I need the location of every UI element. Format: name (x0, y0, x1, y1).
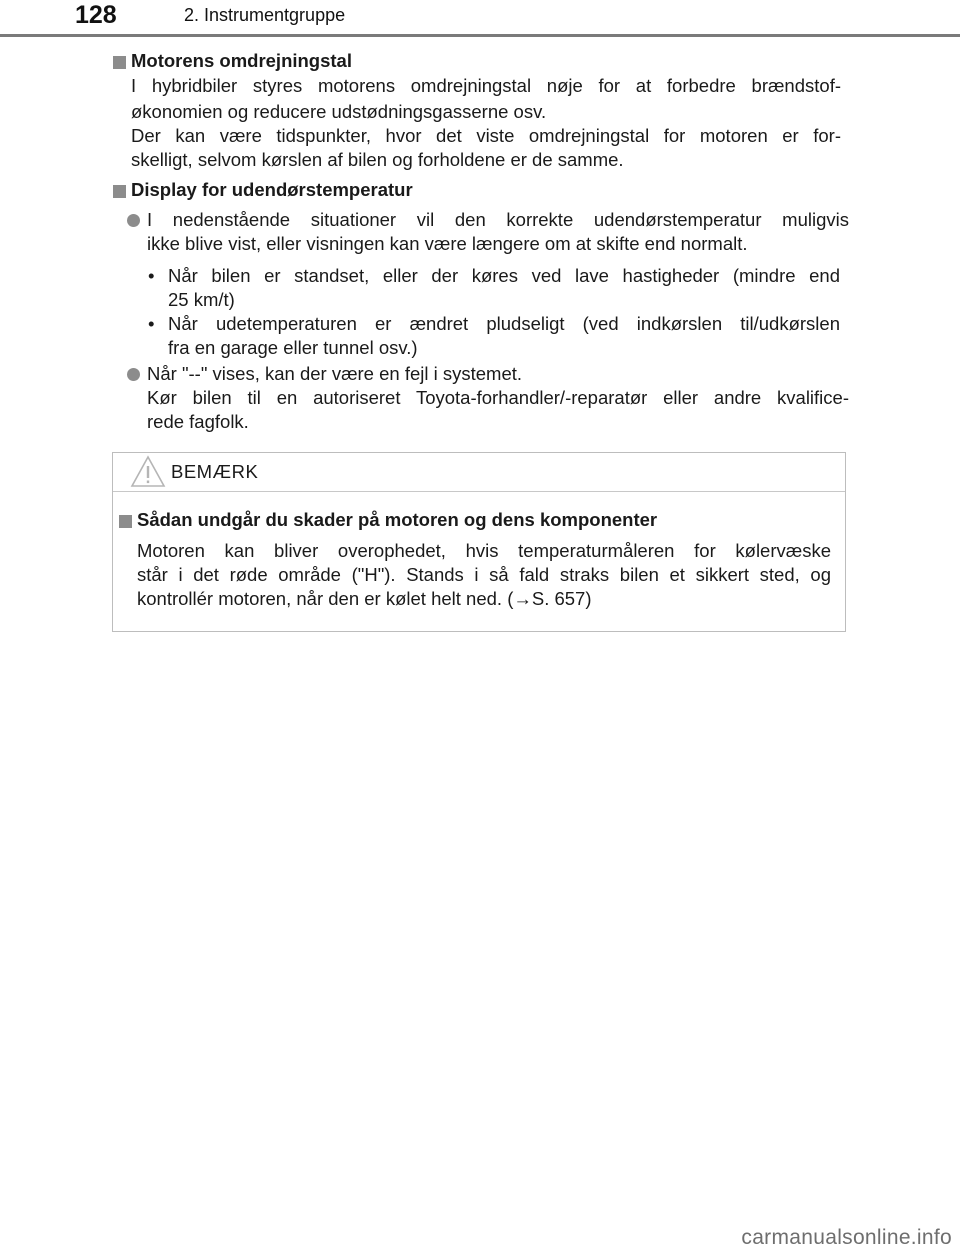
page-header (0, 0, 960, 40)
temp-subitem-line: fra en garage eller tunnel osv.) (168, 337, 418, 358)
section-square-icon (119, 515, 132, 528)
temp-bullet2-line: Når "--" vises, kan der være en fejl i systemet. (147, 363, 523, 384)
rpm-text-line: I hybridbiler styres motorens omdrejningstal nøje for at forbedre brændstof- (131, 75, 841, 96)
footer-watermark: carmanualsonline.info (741, 1226, 952, 1249)
bullet-dot-icon (127, 214, 140, 227)
notice-box (112, 452, 846, 632)
header-rule (0, 34, 960, 37)
section-heading-temp: Display for udendørstemperatur (131, 179, 413, 200)
temp-bullet2-line: Kør bilen til en autoriseret Toyota-forhandler/-reparatør eller andre kvalifice- (147, 387, 849, 408)
notice-text-line: kontrollér motoren, når den er kølet helt ned. (→S. 657) (137, 588, 592, 609)
sub-bullet-mark: • (148, 313, 155, 334)
notice-heading: Sådan undgår du skader på motoren og dens komponenter (137, 509, 658, 530)
notice-text-line: står i det røde område ("H"). Stands i så fald straks bilen et sikkert sted, og (137, 564, 831, 585)
temp-subitem-line: Når bilen er standset, eller der køres ved lave hastigheder (mindre end (168, 265, 840, 286)
temp-bullet1-line: I nedenstående situationer vil den korrekte udendørstemperatur muligvis (147, 209, 849, 230)
temp-subitem-line: 25 km/t) (168, 289, 235, 310)
sub-bullet-mark: • (148, 265, 155, 286)
temp-bullet1-line: ikke blive vist, eller visningen kan være længere om at skifte end normalt. (147, 233, 748, 254)
section-heading-rpm: Motorens omdrejningstal (131, 50, 352, 71)
notice-header (113, 453, 845, 492)
chapter-title: 2. Instrumentgruppe (184, 5, 346, 25)
page-number: 128 (75, 1, 117, 29)
rpm-text-line: skelligt, selvom kørslen af bilen og forholdene er de samme. (131, 149, 624, 170)
temp-bullet2-line: rede fagfolk. (147, 411, 249, 432)
rpm-text-line: Der kan være tidspunkter, hvor det viste omdrejningstal for motoren er for- (131, 125, 841, 146)
bullet-dot-icon (127, 368, 140, 381)
section-square-icon (113, 56, 126, 69)
warning-triangle-icon (130, 455, 166, 488)
rpm-text-line: økonomien og reducere udstødningsgasserne osv. (131, 101, 547, 122)
section-square-icon (113, 185, 126, 198)
notice-title: BEMÆRK (171, 461, 259, 482)
notice-text-line: Motoren kan bliver overophedet, hvis temperaturmåleren for kølervæske (137, 540, 831, 561)
temp-subitem-line: Når udetemperaturen er ændret pludseligt (ved indkørslen til/udkørslen (168, 313, 840, 334)
